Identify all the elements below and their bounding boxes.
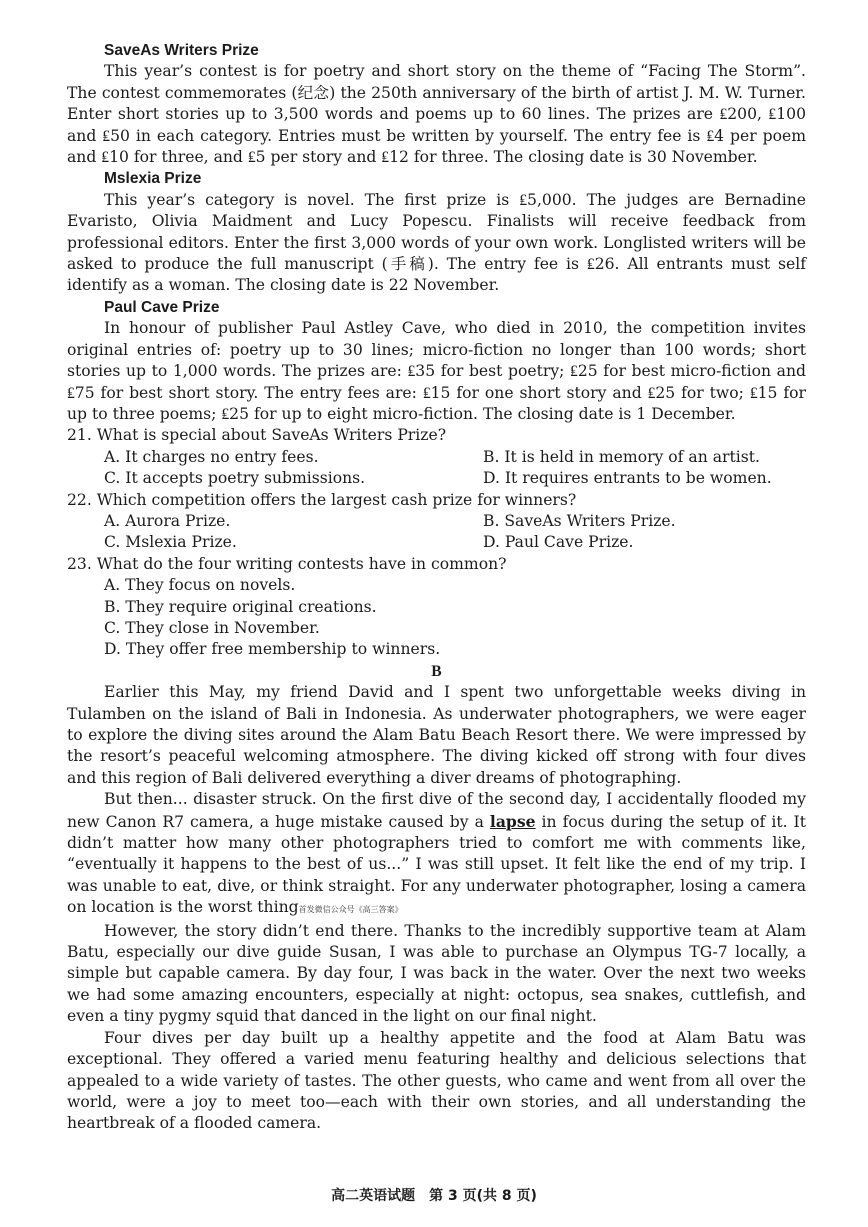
q23-option-b[interactable]: B. They require original creations. [104, 597, 377, 616]
paulcave-heading: Paul Cave Prize [104, 298, 220, 316]
question-21: 21. What is special about SaveAs Writers Prize? [67, 426, 447, 445]
mslexia-paragraph: This year’s category is novel. The first prize is ₤5,000. The judges are Bernadine Evaristo, Olivia Maidment and Lucy Popescu. Finalists will receive feedback from professional editors. Enter the first 3,000 words of your own work. Longlisted writers will be asked to produce the full manuscript (手稿). The entry fee is ₤26. All entrants must self identify as a woman. The closing date is 22 November. [67, 190, 806, 295]
question-22: 22. Which competition offers the largest cash prize for winners? [67, 490, 577, 509]
q21-option-d[interactable]: D. It requires entrants to be women. [483, 469, 772, 488]
q23-option-c[interactable]: C. They close in November. [104, 618, 320, 637]
q23-option-a[interactable]: A. They focus on novels. [104, 576, 296, 595]
q22-option-c[interactable]: C. Mslexia Prize. [104, 533, 237, 552]
question-23-options [67, 575, 806, 661]
q22-option-a[interactable]: A. Aurora Prize. [104, 511, 231, 530]
watermark-text: 首发微信公众号《高三答案》 [298, 905, 403, 915]
section-b-paragraph-1: Earlier this May, my friend David and I spent two unforgettable weeks diving in Tulamben on the island of Bali in Indonesia. As underwater photographers, we were eager to explore the diving sites around the Alam Batu Beach Resort there. We were impressed by the resort’s peaceful welcoming atmosphere. The diving kicked off strong with four dives and this region of Bali delivered everything a diver dreams of photographing. [67, 683, 806, 787]
section-b-paragraph-4: Four dives per day built up a healthy appetite and the food at Alam Batu was exceptional. They offered a varied menu featuring healthy and delicious selections that appealed to a wide variety of tastes. The other guests, who came and went from all over the world, were a joy to meet too—each with their own stories, and all understanding the heartbreak of a flooded camera. [67, 1028, 806, 1133]
section-b-paragraph-3: However, the story didn’t end there. Thanks to the incredibly supportive team at Alam Batu, especially our dive guide Susan, I was able to purchase an Olympus TG-7 locally, a simple but capable camera. By day four, I was back in the water. Over the next two weeks we had some amazing encounters, especially at night: octopus, sea snakes, cuttlefish, and even a tiny pygmy squid that danced in the light on our final night. [67, 921, 806, 1026]
q22-option-b[interactable]: B. SaveAs Writers Prize. [483, 511, 676, 530]
q21-option-b[interactable]: B. It is held in memory of an artist. [483, 447, 760, 466]
q21-option-c[interactable]: C. It accepts poetry submissions. [104, 469, 366, 488]
question-23: 23. What do the four writing contests have in common? [67, 554, 507, 573]
section-b-label: B [431, 662, 442, 680]
question-21-options [67, 447, 806, 490]
question-22-options [67, 511, 806, 554]
mslexia-heading: Mslexia Prize [104, 170, 202, 188]
q23-option-d[interactable]: D. They offer free membership to winners. [104, 640, 441, 659]
saveas-paragraph: This year’s contest is for poetry and short story on the theme of “Facing The Storm”. The contest commemorates (纪念) the 250th anniversary of the birth of artist J. M. W. Turner. Enter short stories up to 3,500 words and poems up to 60 lines. The prizes are ₤200, ₤100 and ₤50 in each category. Entries must be written by yourself. The entry fee is ₤4 per poem and ₤10 for three, and ₤5 per story and ₤12 for three. The closing date is 30 November. [67, 62, 806, 167]
section-b-paragraph-2 [67, 789, 806, 920]
page-footer: 高二英语试题 第 3 页(共 8 页) [331, 1188, 537, 1204]
paulcave-paragraph: In honour of publisher Paul Astley Cave, who died in 2010, the competition invites original entries of: poetry up to 30 lines; micro-fiction no longer than 100 words; short stories up to 1,000 words. The prizes are: ₤35 for best poetry; ₤25 for best micro-fiction and ₤75 for best short story. The entry fees are: ₤15 for one short story and ₤25 for two; ₤15 for up to three poems; ₤25 for up to eight micro-fiction. The closing date is 1 December. [67, 319, 806, 423]
q21-option-a[interactable]: A. It charges no entry fees. [104, 447, 319, 466]
paragraph-2-text-start: But then... disaster struck. On the first dive of the second day, I accidentally flooded my new Canon R7 camera, a huge mistake caused by a [67, 790, 806, 831]
underlined-word-lapse: lapse [489, 811, 536, 831]
paragraph-2-text-end: in focus during the setup of it. It didn’t matter how many other photographers tried to comfort me with comments like, “eventually it happens to the best of us...” I was still upset. It felt like the end of my trip. I was unable to eat, dive, or think straight. For any underwater photographer, losing a camera on location is the worst thing [67, 812, 806, 917]
saveas-heading: SaveAs Writers Prize [104, 42, 259, 59]
q22-option-d[interactable]: D. Paul Cave Prize. [483, 533, 634, 552]
